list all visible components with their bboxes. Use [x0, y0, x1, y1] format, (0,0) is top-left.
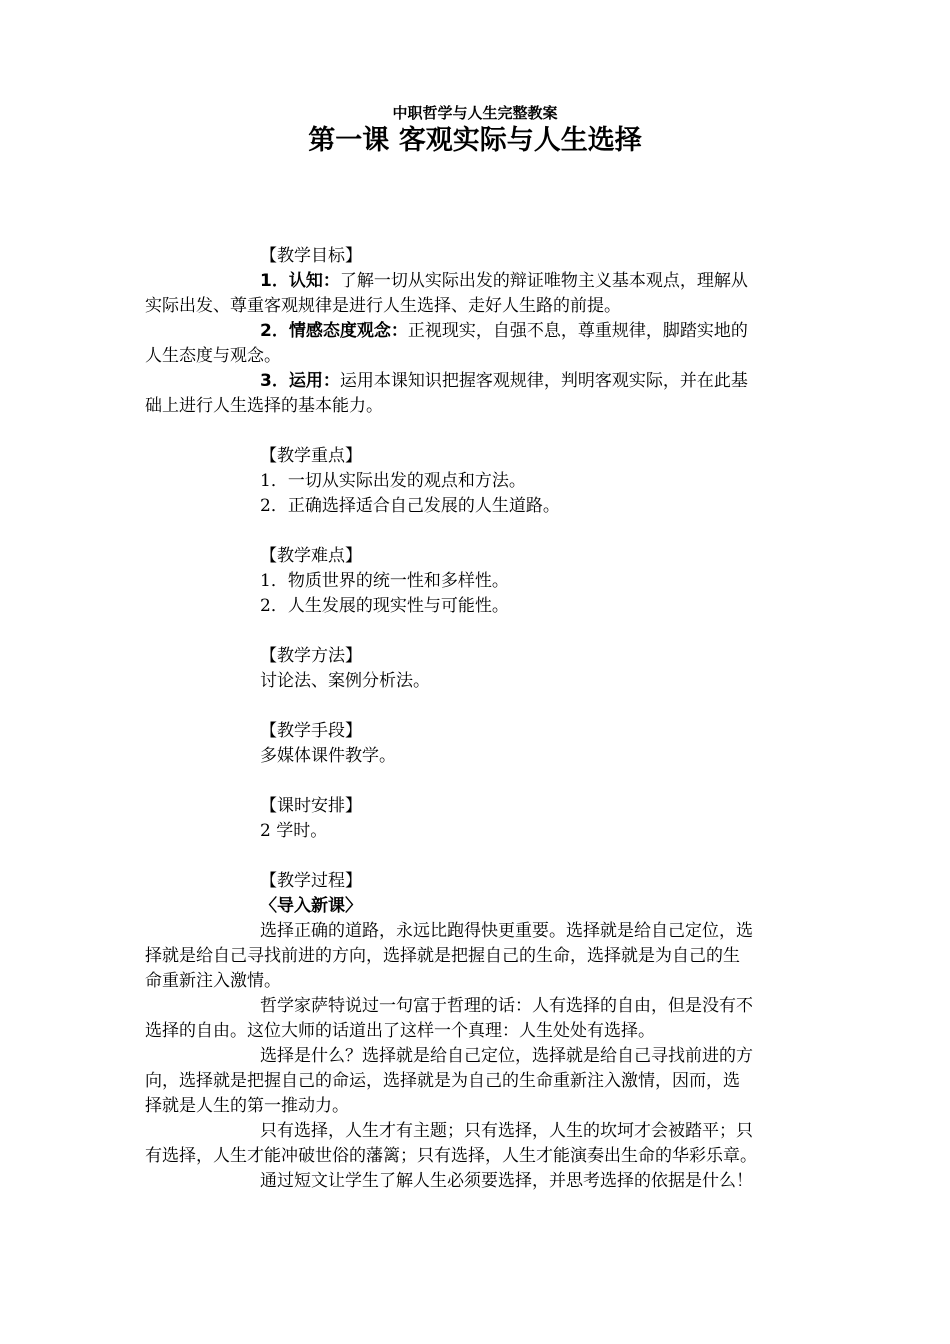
paragraph-line: 择就是人生的第一推动力。: [145, 1096, 349, 1116]
goal-item: [145, 369, 813, 394]
difficulties-heading: 【教学难点】: [260, 546, 362, 566]
goal-continuation: 人生态度与观念。: [145, 346, 281, 366]
document-body: [145, 244, 813, 1194]
process-heading: 【教学过程】: [260, 871, 362, 891]
difficulty-item: 2．人生发展的现实性与可能性。: [260, 596, 509, 616]
goal-continuation: 础上进行人生选择的基本能力。: [145, 396, 383, 416]
goals-heading: 【教学目标】: [260, 246, 362, 266]
goal-text: 正视现实，自强不息，尊重规律，脚踏实地的: [407, 321, 748, 341]
means-heading: 【教学手段】: [260, 721, 362, 741]
goal-text: 运用本课知识把握客观规律，判明客观实际，并在此基: [339, 371, 748, 391]
paragraph-line: 哲学家萨特说过一句富于哲理的话：人有选择的自由，但是没有不: [260, 996, 753, 1016]
key-point-item: 1．一切从实际出发的观点和方法。: [260, 471, 526, 491]
paragraph-line: 择就是给自己寻找前进的方向，选择就是把握自己的生命，选择就是为自己的生: [145, 946, 740, 966]
paragraph-line: 有选择，人生才能冲破世俗的藩篱；只有选择，人生才能演奏出生命的华彩乐章。: [145, 1146, 757, 1166]
paragraph-line: 只有选择，人生才有主题；只有选择，人生的坎坷才会被踏平；只: [260, 1121, 753, 1141]
paragraph-line: 选择的自由。这位大师的话道出了这样一个真理：人生处处有选择。: [145, 1021, 655, 1041]
paragraph-line: 通过短文让学生了解人生必须要选择，并思考选择的依据是什么！: [260, 1171, 753, 1191]
goal-text: 了解一切从实际出发的辩证唯物主义基本观点，理解从: [339, 271, 748, 291]
goal-label: 1．认知：: [260, 271, 340, 291]
goal-item: [145, 319, 813, 344]
lesson-title: 第一课 客观实际与人生选择: [308, 125, 642, 156]
schedule-heading: 【课时安排】: [260, 796, 362, 816]
goal-continuation: 实际出发、尊重客观规律是进行人生选择、走好人生路的前提。: [145, 296, 621, 316]
paragraph-line: 命重新注入激情。: [145, 971, 281, 991]
difficulty-item: 1．物质世界的统一性和多样性。: [260, 571, 509, 591]
goal-label: 2．情感态度观念：: [260, 321, 408, 341]
paragraph-line: 选择是什么？选择就是给自己定位，选择就是给自己寻找前进的方: [260, 1046, 753, 1066]
intro-heading: 〈导入新课〉: [260, 896, 362, 916]
paragraph-line: 向，选择就是把握自己的命运，选择就是为自己的生命重新注入激情，因而，选: [145, 1071, 740, 1091]
methods-heading: 【教学方法】: [260, 646, 362, 666]
schedule-text: 2 学时。: [260, 821, 328, 841]
goal-item: [145, 269, 813, 294]
means-text: 多媒体课件教学。: [260, 746, 396, 766]
goal-label: 3．运用：: [260, 371, 340, 391]
paragraph-line: 选择正确的道路，永远比跑得快更重要。选择就是给自己定位，选: [260, 921, 753, 941]
methods-text: 讨论法、案例分析法。: [260, 671, 430, 691]
key-points-heading: 【教学重点】: [260, 446, 362, 466]
document-subtitle: 中职哲学与人生完整教案: [392, 104, 558, 122]
key-point-item: 2．正确选择适合自己发展的人生道路。: [260, 496, 560, 516]
